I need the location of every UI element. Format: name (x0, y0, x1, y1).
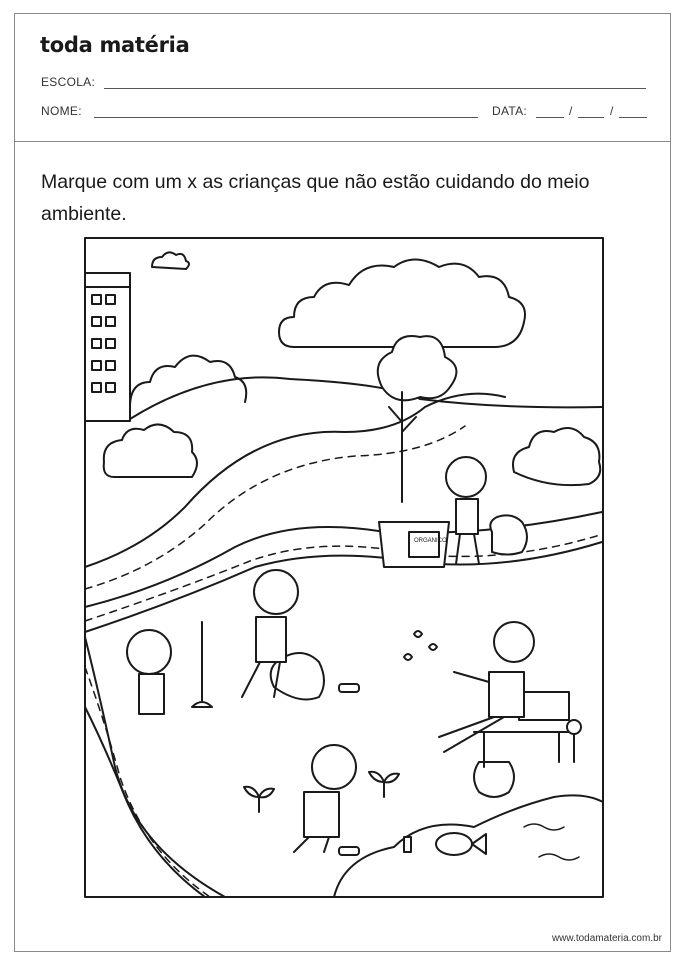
flower (567, 720, 581, 734)
date-label: DATA: (492, 104, 528, 118)
net-bag (474, 762, 514, 797)
park-illustration (84, 237, 604, 898)
can (404, 837, 411, 852)
organic-bin (379, 522, 449, 567)
bottle (339, 684, 359, 692)
header-divider (14, 141, 671, 142)
brand-logo: toda matéria (40, 33, 190, 57)
name-field[interactable] (94, 117, 478, 118)
footer-url[interactable]: www.todamateria.com.br (551, 933, 662, 944)
name-label: NOME: (41, 104, 82, 118)
school-field[interactable] (104, 88, 646, 89)
date-month-field[interactable] (578, 117, 604, 118)
date-separator: / (569, 104, 573, 118)
illustration-frame (85, 238, 603, 897)
date-day-field[interactable] (536, 117, 564, 118)
school-label: ESCOLA: (41, 75, 96, 89)
trash-bag (490, 515, 527, 554)
bin-label: ORGANICO (414, 538, 447, 544)
fish (436, 833, 472, 855)
date-year-field[interactable] (619, 117, 647, 118)
bottle (339, 847, 359, 855)
building (85, 273, 130, 421)
instruction-text: Marque com um x as crianças que não estão cuidando do meio ambiente. (41, 171, 590, 225)
date-separator: / (610, 104, 614, 118)
